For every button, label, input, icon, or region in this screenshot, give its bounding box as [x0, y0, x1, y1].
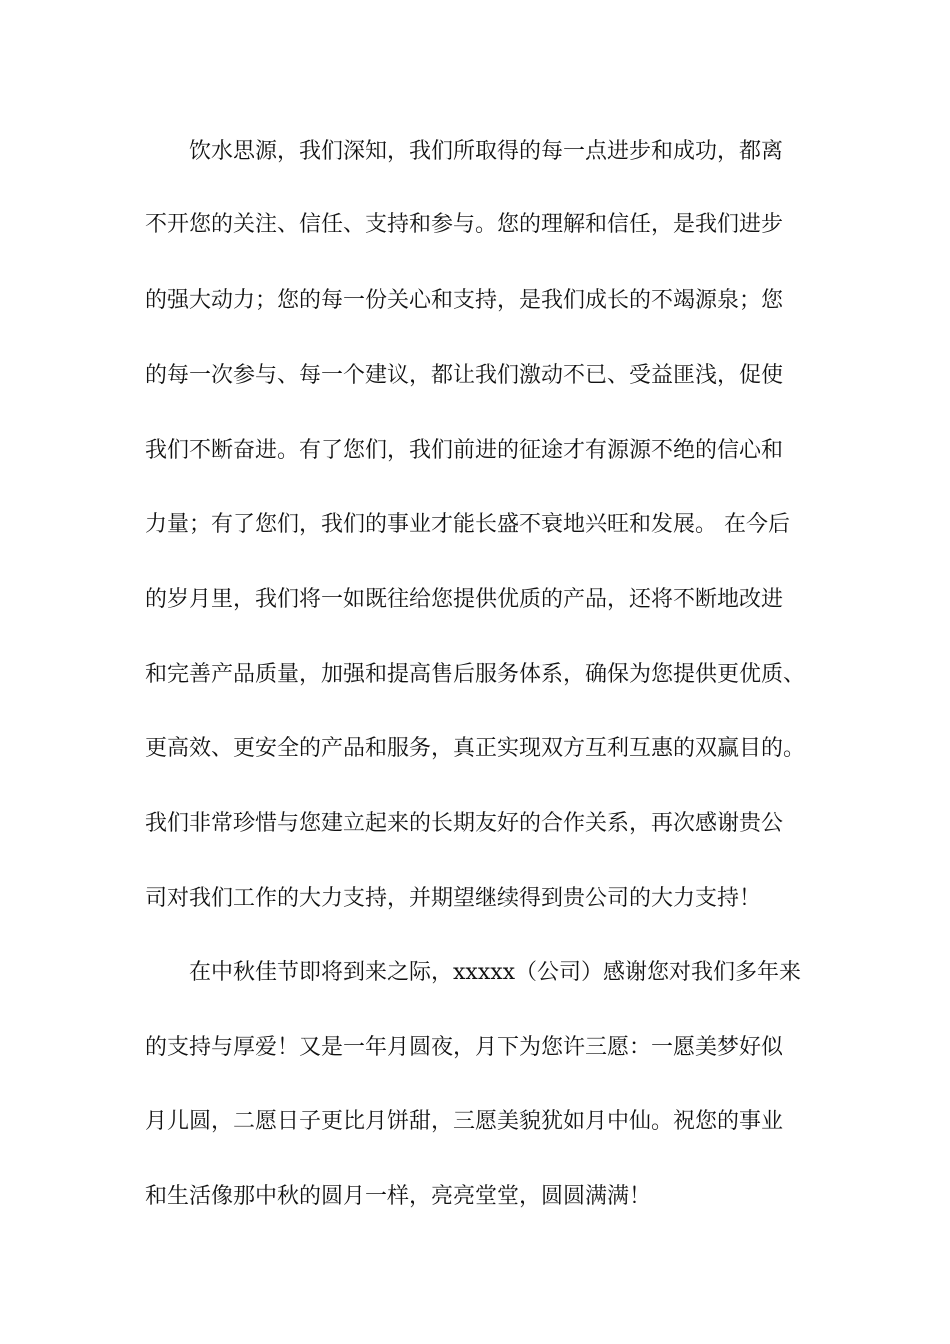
text-line: 的岁月里，我们将一如既往给您提供优质的产品，还将不断地改进 [145, 587, 784, 612]
text-line: 不开您的关注、信任、支持和参与。您的理解和信任，是我们进步 [145, 212, 784, 237]
text-line: 月儿圆，二愿日子更比月饼甜，三愿美貌犹如月中仙。祝您的事业 [145, 1109, 784, 1134]
text-line: 和生活像那中秋的圆月一样，亮亮堂堂，圆圆满满！ [145, 1184, 652, 1209]
text-line: 我们非常珍惜与您建立起来的长期友好的合作关系，再次感谢贵公 [145, 811, 784, 836]
text-line: 力量；有了您们，我们的事业才能长盛不衰地兴旺和发展。 在今后 [145, 512, 790, 537]
text-line: 和完善产品质量，加强和提高售后服务体系，确保为您提供更优质、 [145, 662, 806, 687]
text-line: 司对我们工作的大力支持，并期望继续得到贵公司的大力支持！ [145, 886, 762, 911]
text-line: 更高效、更安全的产品和服务，真正实现双方互利互惠的双赢目的。 [145, 736, 806, 761]
text-line: 我们不断奋进。有了您们，我们前进的征途才有源源不绝的信心和 [145, 438, 784, 463]
text-line: 饮水思源，我们深知，我们所取得的每一点进步和成功，都离 [189, 139, 784, 164]
text-line: 的强大动力；您的每一份关心和支持，是我们成长的不竭源泉；您 [145, 288, 784, 313]
text-line: 在中秋佳节即将到来之际，xxxxx（公司）感谢您对我们多年来 [189, 960, 802, 985]
text-line: 的支持与厚爱！又是一年月圆夜，月下为您许三愿：一愿美梦好似 [145, 1035, 784, 1060]
text-line: 的每一次参与、每一个建议，都让我们激动不已、受益匪浅，促使 [145, 363, 784, 388]
